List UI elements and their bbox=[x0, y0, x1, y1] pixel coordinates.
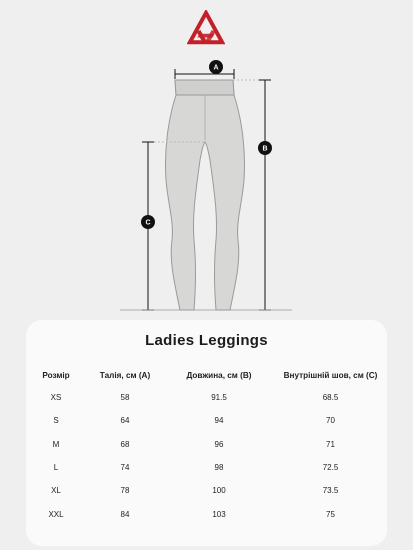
cell-waist: 64 bbox=[120, 416, 130, 426]
cell-size: L bbox=[53, 463, 59, 473]
cell-waist: 74 bbox=[120, 463, 130, 473]
header-inseam: Внутрішній шов, см (C) bbox=[283, 370, 378, 380]
cell-inseam: 68.5 bbox=[322, 393, 339, 403]
cell-size: XXL bbox=[48, 509, 64, 519]
header-size: Розмір bbox=[42, 370, 70, 380]
cell-inseam: 70 bbox=[326, 416, 335, 426]
marker-c-label: C bbox=[145, 219, 151, 227]
header-length: Довжина, см (B) bbox=[186, 370, 252, 380]
cell-length: 91.5 bbox=[211, 393, 227, 403]
table-row bbox=[26, 456, 387, 479]
table-row bbox=[26, 433, 387, 456]
size-chart-title: Ladies Leggings bbox=[145, 332, 268, 349]
cell-length: 96 bbox=[214, 439, 224, 449]
size-table bbox=[26, 364, 387, 526]
cell-inseam: 73.5 bbox=[322, 486, 339, 496]
cell-waist: 58 bbox=[120, 393, 130, 403]
table-row bbox=[26, 409, 387, 432]
cell-size: XL bbox=[51, 486, 61, 496]
cell-length: 98 bbox=[214, 463, 224, 473]
cell-length: 100 bbox=[212, 486, 226, 496]
cell-length: 103 bbox=[212, 509, 226, 519]
marker-a-label: A bbox=[213, 64, 219, 72]
cell-waist: 78 bbox=[120, 486, 130, 496]
cell-waist: 84 bbox=[120, 509, 130, 519]
cell-inseam: 75 bbox=[326, 509, 335, 519]
size-table-header-row bbox=[26, 364, 387, 386]
cell-inseam: 71 bbox=[326, 439, 335, 449]
cell-inseam: 72.5 bbox=[322, 463, 339, 473]
table-row bbox=[26, 386, 387, 409]
size-chart-card bbox=[26, 320, 387, 546]
table-row bbox=[26, 502, 387, 525]
cell-waist: 68 bbox=[120, 439, 130, 449]
cell-length: 94 bbox=[214, 416, 224, 426]
leggings-waistband bbox=[175, 80, 234, 95]
cell-size: XS bbox=[50, 393, 62, 403]
cell-size: S bbox=[53, 416, 59, 426]
cell-size: M bbox=[52, 439, 60, 449]
waist-measure-line bbox=[175, 69, 234, 79]
table-row bbox=[26, 479, 387, 502]
marker-b-label: B bbox=[262, 145, 268, 153]
header-waist: Талія, см (A) bbox=[99, 370, 151, 380]
